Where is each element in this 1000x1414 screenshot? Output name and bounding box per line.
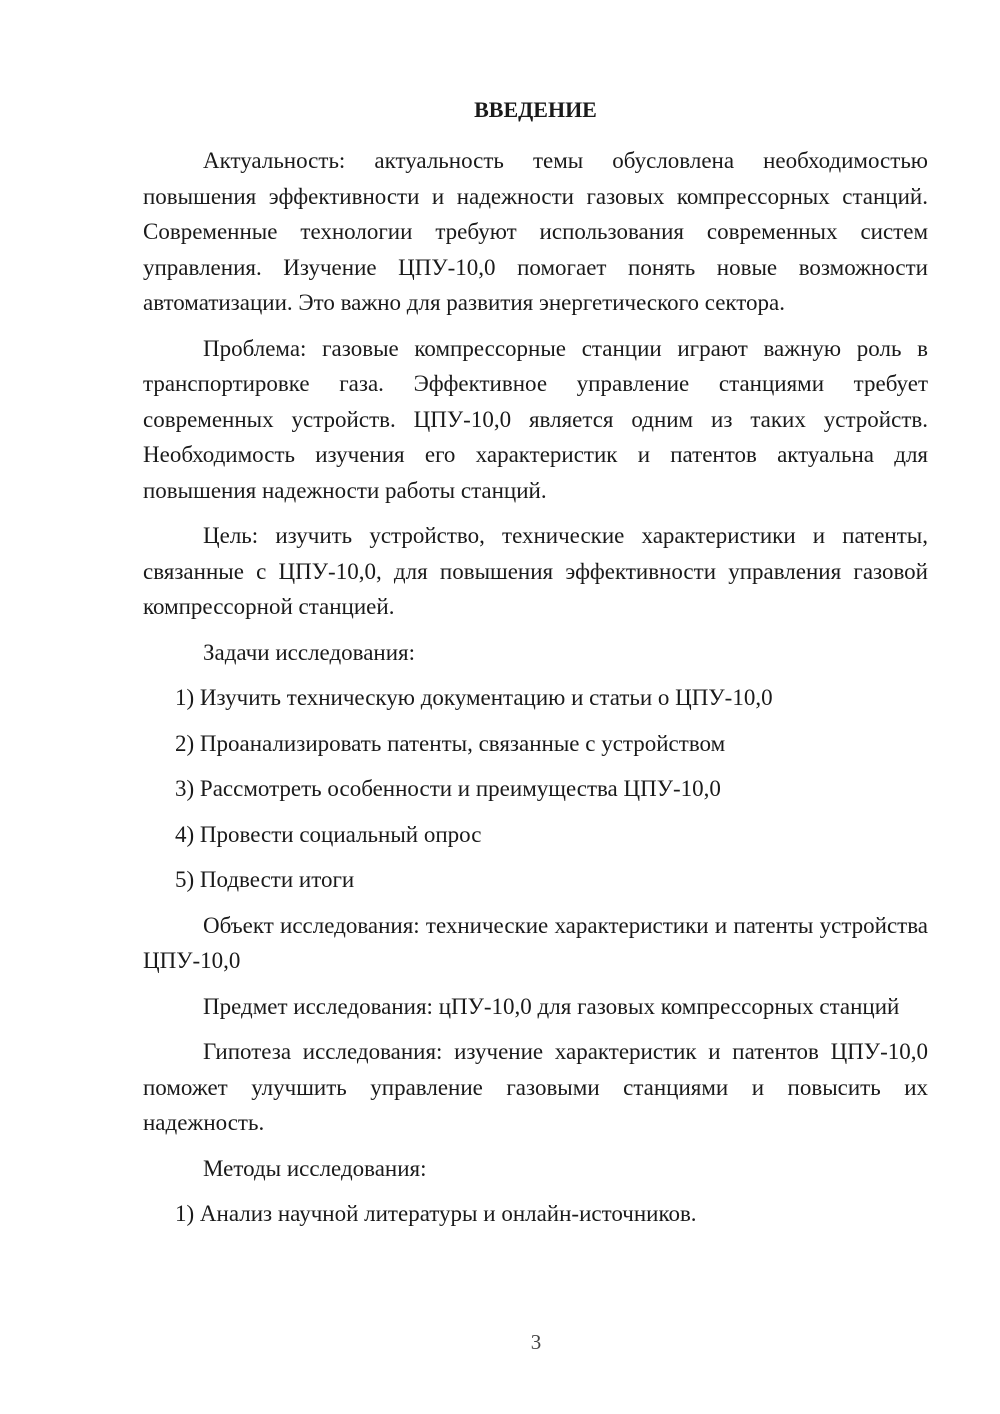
- page-title: ВВЕДЕНИЕ: [474, 97, 597, 122]
- page-number: 3: [530, 1330, 542, 1354]
- methods-heading: Методы исследования:: [203, 1155, 427, 1181]
- paragraph-relevance: Актуальность: актуальность темы обусловлена необходимостью повышения эффективности и надежности газовых компрессорных станций. Современные технологии требуют использования современных систем управления. Изучение ЦПУ-10,0 помогает понять новые возможности автоматизации. Это важно для развития энергетического сектора.: [143, 148, 928, 315]
- paragraph-object: Объект исследования: технические характеристики и патенты устройства ЦПУ-10,0: [143, 912, 928, 973]
- paragraph-goal: Цель: изучить устройство, технические характеристики и патенты, связанные с ЦПУ-10,0, для повышения эффективности управления газовой компрессорной станцией.: [143, 523, 928, 619]
- method-item: 1) Анализ научной литературы и онлайн-источников.: [175, 1201, 697, 1226]
- task-item: 5) Подвести итоги: [175, 867, 355, 892]
- page-content: [143, 92, 928, 1242]
- paragraph-hypothesis: Гипотеза исследования: изучение характеристик и патентов ЦПУ-10,0 поможет улучшить управление газовыми станциями и повысить их надежность.: [143, 1039, 928, 1135]
- task-item: 3) Рассмотреть особенности и преимущества ЦПУ-10,0: [175, 776, 721, 801]
- paragraph-subject: Предмет исследования: цПУ-10,0 для газовых компрессорных станций: [203, 993, 900, 1019]
- task-item: 1) Изучить техническую документацию и статьи о ЦПУ-10,0: [175, 685, 773, 710]
- methods-list: [143, 1196, 928, 1232]
- task-item: 2) Проанализировать патенты, связанные с устройством: [175, 730, 726, 756]
- task-item: 4) Провести социальный опрос: [175, 821, 482, 847]
- tasks-heading: Задачи исследования:: [203, 639, 416, 665]
- tasks-list: [143, 680, 928, 898]
- paragraph-problem: Проблема: газовые компрессорные станции играют важную роль в транспортировке газа. Эффективное управление станциями требует современных устройств. ЦПУ-10,0 является одним из таких устройств. Необходимость изучения его характеристик и патентов актуальна для повышения надежности работы станций.: [143, 335, 928, 503]
